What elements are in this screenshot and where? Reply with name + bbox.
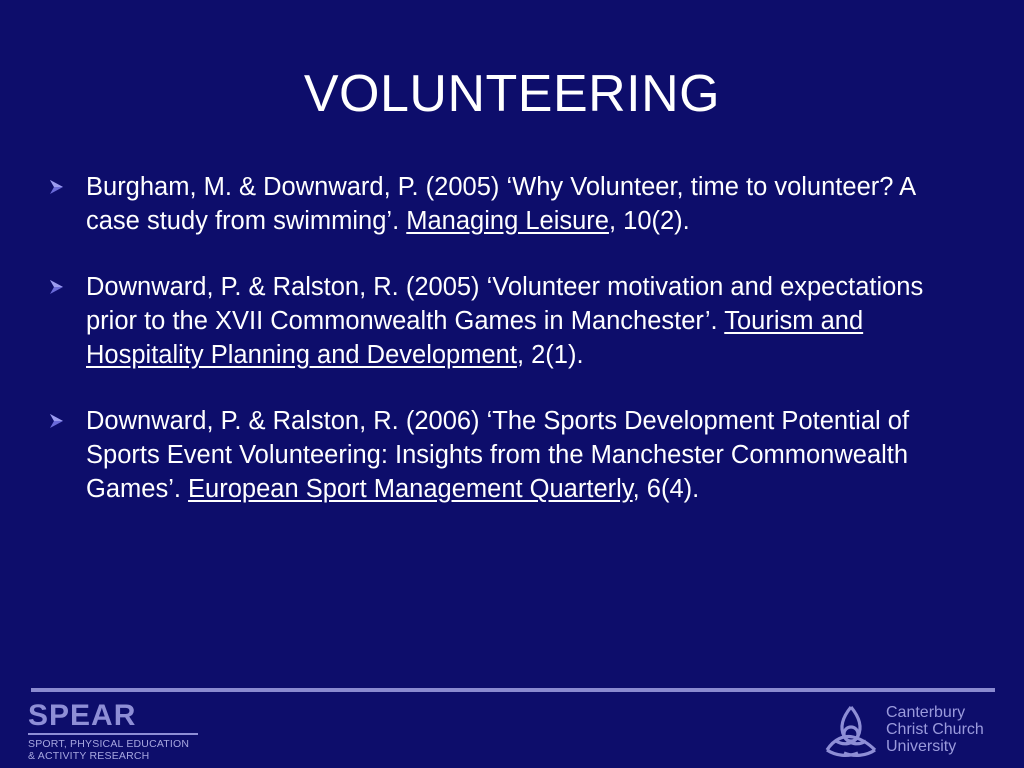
footer-divider [31, 688, 995, 692]
spear-wordmark: SPEAR [28, 699, 137, 732]
university-name-line: Christ Church [886, 721, 984, 738]
spear-subtitle-line: SPORT, PHYSICAL EDUCATION [28, 738, 190, 750]
journal-title: Tourism and Hospitality Planning and Development [86, 307, 864, 369]
reference-volume: , 10(2). [608, 207, 690, 235]
arrow-bullet-icon [48, 413, 64, 429]
trinity-knot-icon [822, 704, 880, 758]
spear-subtitle-line: & ACTIVITY RESEARCH [28, 750, 150, 762]
spear-logo [28, 700, 218, 764]
spear-underline [28, 733, 198, 735]
reference-text: Downward, P. & Ralston, R. (2005) ‘Volunteer motivation and expectations prior to the XVII Commonwealth Games in Manchester’. [86, 273, 924, 335]
university-name [886, 704, 984, 755]
reference-text: Downward, P. & Ralston, R. (2006) ‘The Sports Development Potential of Sports Event Volunteering: Insights from the Manchester Commonwealth Games’. [86, 407, 910, 503]
reference-item [48, 170, 958, 238]
university-name-line: University [886, 738, 957, 755]
university-logo [822, 704, 1002, 760]
reference-volume: , 6(4). [632, 475, 700, 503]
reference-item [48, 404, 958, 506]
reference-volume: , 2(1). [516, 341, 584, 369]
spear-subtitle [28, 738, 189, 762]
university-name-line: Canterbury [886, 704, 966, 721]
reference-list [48, 170, 958, 538]
reference-text: Burgham, M. & Downward, P. (2005) ‘Why Volunteer, time to volunteer? A case study from swimming’. [86, 173, 915, 235]
journal-title: European Sport Management Quarterly [188, 475, 633, 503]
journal-title: Managing Leisure [406, 207, 609, 235]
arrow-bullet-icon [48, 179, 64, 195]
slide-title: VOLUNTEERING [303, 65, 721, 123]
arrow-bullet-icon [48, 279, 64, 295]
reference-item [48, 270, 958, 372]
